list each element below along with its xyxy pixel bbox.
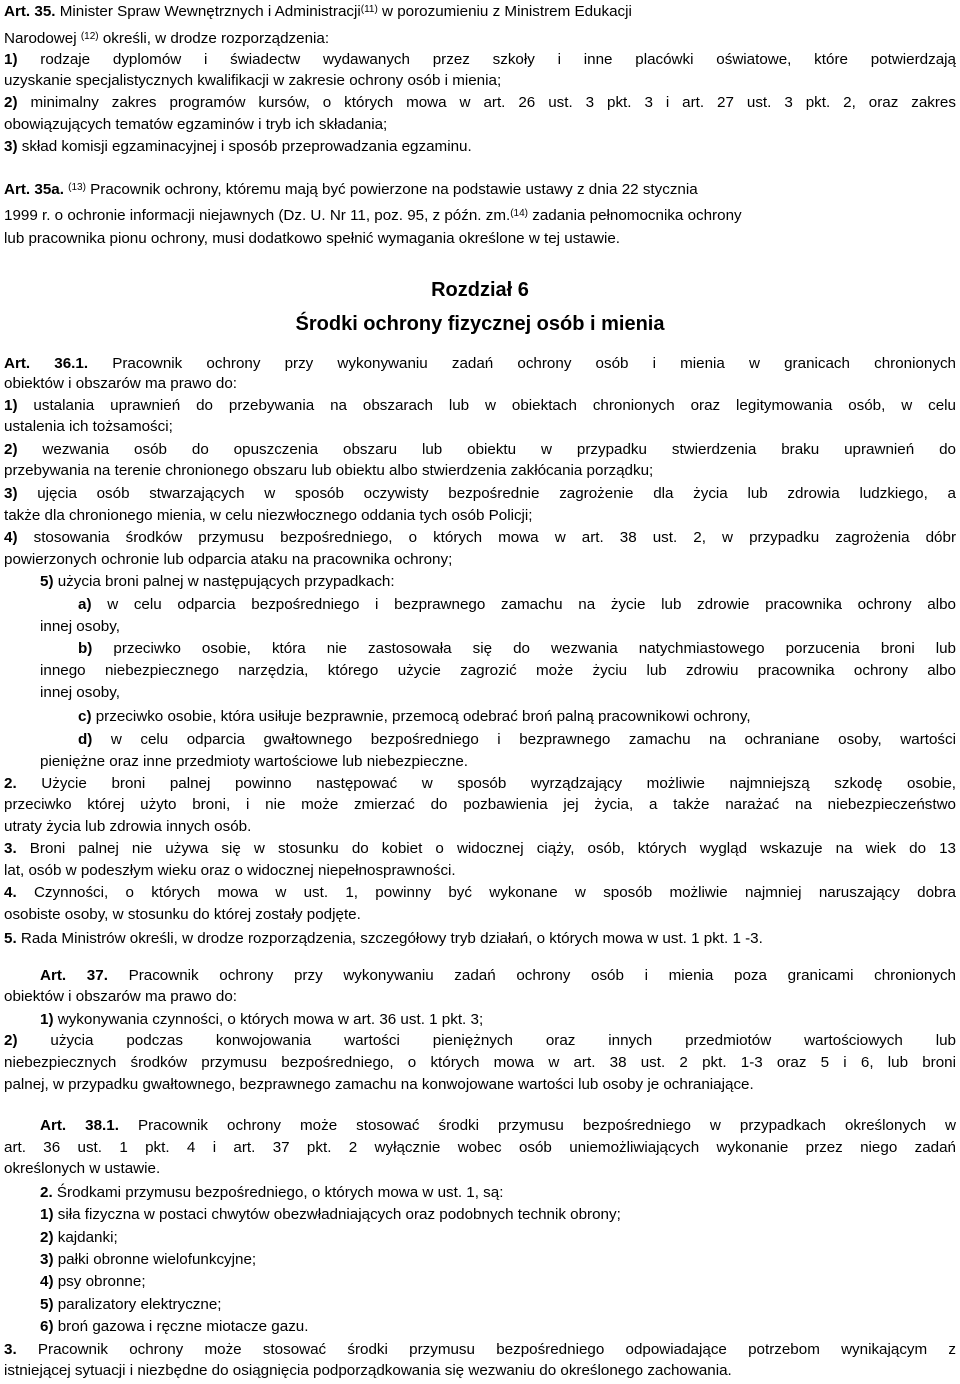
article-label: 4. [4,884,34,901]
text-span: Środkami przymusu bezpośredniego, o których mowa w ust. 1, są: [56,1184,504,1201]
text-line [4,861,456,880]
text-span: w celu odparcia bezpośredniego i bezprawnego zamachu na życie lub zdrowie pracownika ochrony albo [107,596,956,613]
article-label: Art. 37. [40,967,129,984]
text-line [78,595,956,614]
text-span: Pracownik ochrony, któremu mają być powierzone na podstawie ustawy z dnia 22 stycznia [85,181,698,198]
chapter-number: Rozdział 6 [431,279,529,301]
text-line [4,1075,754,1094]
article-label: 5. [4,930,21,947]
text-line [78,639,956,658]
text-line [4,1031,956,1050]
text-span: także dla chronionego mienia, w celu niezwłocznego oddania tych osób Policji; [4,507,533,524]
article-label: a) [78,596,108,613]
text-line [40,1183,503,1202]
text-line [4,528,956,547]
text-line [78,730,956,749]
text-line [4,2,632,23]
text-line [4,795,956,814]
text-span: art. 36 ust. 1 pkt. 4 i art. 37 pkt. 2 wyłącznie wobec osób uniemożliwiających wykonanie przez niego zadań [4,1139,956,1156]
text-span: 1999 r. o ochronie informacji niejawnych (Dz. U. Nr 11, poz. 95, z późn. zm. [4,207,511,224]
text-span: Pracownik ochrony przy wykonywaniu zadań ochrony osób i mienia poza granicami chronionych [128,967,956,984]
text-span: przeciwko osobie, która nie zastosowała się do wezwania natychmiastowego porzucenia broni lub [113,640,956,657]
text-span: innej osoby, [40,684,120,701]
text-span: Narodowej [4,30,81,47]
text-span: obiektów i obszarów ma prawo do: [4,988,237,1005]
text-span: obiektów i obszarów ma prawo do: [4,375,237,392]
text-line [4,229,620,248]
article-label: 1) [4,397,34,414]
article-label: 3) [40,1251,58,1268]
article-label: 2) [4,1032,51,1049]
text-span: pałki obronne wielofunkcyjne; [57,1251,257,1268]
text-line [40,1010,483,1029]
text-span: Broni palnej nie używa się w stosunku do kobiet o widocznej ciąży, osób, których wygląd wskazuje na wiek do 13 [29,840,956,857]
text-span: Minister Spraw Wewnętrznych i Administracji [59,3,361,20]
article-label: 3. [4,840,30,857]
text-line [40,1228,118,1247]
text-span: Użycie broni palnej powinno następować w sposób wyrządzający możliwie najmniejszą szkodę osobie, [41,775,956,792]
text-span: Rada Ministrów określi, w drodze rozporządzenia, szczegółowy tryb działań, o których mowa w ust. 1 pkt. 1 -3. [20,930,763,947]
text-span: ustalenia ich tożsamości; [4,418,173,435]
text-span: wezwania osób do opuszczenia obszaru lub obiektu w przypadku stwierdzenia braku uprawnień do [42,441,956,458]
text-line [4,115,387,134]
text-span: przeciwko osobie, która usiłuje bezprawnie, przemocą odebrać broń palną pracownikowi ochrony, [95,708,751,725]
text-line [4,1053,956,1072]
text-span: ustalania uprawnień do przebywania na obszarach lub w obiektach chronionych oraz legitymowania osób, w celu [33,397,956,414]
article-label: 2. [4,775,42,792]
text-span: pieniężne oraz inne przedmioty wartościowe lub niebezpieczne. [40,753,469,770]
text-span: użycia broni palnej w następujących przypadkach: [57,573,395,590]
text-line [4,905,361,924]
text-span: innego niebezpiecznego narzędzia, którego użycie zagrozić może życiu lub zdrowiu pracownika ochrony albo [40,662,956,679]
text-line [4,1138,956,1157]
text-line [4,29,329,50]
text-span: wykonywania czynności, o których mowa w art. 36 ust. 1 pkt. 3; [57,1011,484,1028]
article-label: 6) [40,1318,58,1335]
text-line [4,396,956,415]
text-line [4,839,956,858]
article-label: Art. 35. [4,3,60,20]
text-line [40,1116,956,1135]
text-line [4,1159,160,1178]
footnote-ref: (13) [68,182,86,193]
footnote-ref: (14) [510,208,528,219]
text-line [4,550,452,569]
text-span: ujęcia osób stwarzających w sposób oczywisty bezpośrednie zagrożenie dla życia lub zdrowia ludzkiego, a [37,485,956,502]
text-span: lub pracownika pionu ochrony, musi dodatkowo spełnić wymagania określone w tej ustawie. [4,230,620,247]
text-line [4,50,956,69]
text-span: innej osoby, [40,618,120,635]
article-label: 3) [4,485,38,502]
text-span: obowiązujących tematów egzaminów i tryb ich składania; [4,116,388,133]
text-line [4,440,956,459]
text-span: skład komisji egzaminacyjnej i sposób przeprowadzania egzaminu. [21,138,472,155]
text-line [4,71,501,90]
text-line [4,354,956,373]
text-span: paralizatory elektryczne; [57,1296,222,1313]
text-line [40,572,395,591]
text-span: użycia podczas konwojowania wartości pieniężnych oraz innych przedmiotów wartościowych lub [50,1032,956,1049]
text-span: w celu odparcia gwałtownego bezpośredniego i bezprawnego zamachu na ochraniane osoby, wartości [110,731,956,748]
text-line [4,506,533,525]
text-span: palnej, w przypadku gwałtownego, bezprawnego zamachu na konwojowane wartości lub osoby je ochraniające. [4,1076,754,1093]
text-line [4,417,173,436]
article-label: 1) [40,1206,58,1223]
article-label: Art. 38.1. [40,1117,138,1134]
text-span: psy obronne; [57,1273,146,1290]
text-line [4,93,956,112]
article-label: 2. [40,1184,57,1201]
text-line [40,661,956,680]
text-line [4,180,698,201]
text-line [40,966,956,985]
text-line [4,883,956,902]
text-span: kajdanki; [57,1229,118,1246]
text-line [4,929,763,948]
text-span: Pracownik ochrony może stosować środki przymusu bezpośredniego w przypadkach określonych w [137,1117,956,1134]
text-span: uzyskanie specjalistycznych kwalifikacji w zakresie ochrony osób i mienia; [4,72,502,89]
article-label: 4) [40,1273,58,1290]
article-label: b) [78,640,114,657]
chapter-title: Środki ochrony fizycznej osób i mienia [295,313,665,335]
text-span: określonych w ustawie. [4,1160,161,1177]
footnote-ref: (12) [80,31,99,42]
article-label: Art. 35a. [4,181,69,198]
text-line [4,774,956,793]
text-line [40,752,468,771]
text-line [40,1205,621,1224]
article-label: Art. 36.1. [4,355,113,372]
article-label: 3. [4,1341,38,1358]
text-span: niebezpiecznych środków przymusu bezpośredniego, o których mowa w art. 38 ust. 2 pkt. 1-3 oraz 5 i 6, lub broni [4,1054,956,1071]
text-span: określi, w drodze rozporządzenia: [98,30,330,47]
text-line [4,817,251,836]
text-span: istniejącej sytuacji i niezbędne do osiągnięcia podporządkowania się wezwaniu do określonego zachowania. [4,1362,732,1379]
text-line [4,206,742,227]
text-line [4,374,237,393]
text-span: w porozumieniu z Ministrem Edukacji [377,3,632,20]
article-label: 1) [4,51,41,68]
text-line [40,1317,308,1336]
text-line [40,683,120,702]
text-line [4,484,956,503]
text-span: lat, osób w podeszłym wieku oraz o widocznej niepełnosprawności. [4,862,456,879]
text-span: zadania pełnomocnika ochrony [528,207,742,224]
text-span: Czynności, o których mowa w ust. 1, powinny być wykonane w sposób możliwie najmniej naruszający dobra [33,884,957,901]
article-label: 2) [40,1229,58,1246]
article-label: d) [78,731,111,748]
text-line [4,1361,732,1380]
article-label: 5) [40,573,58,590]
text-span: stosowania środków przymusu bezpośredniego, o których mowa w art. 38 ust. 2, w przypadku zagrożenia dóbr [33,529,956,546]
text-span: Pracownik ochrony przy wykonywaniu zadań ochrony osób i mienia w granicach chronionych [112,355,956,372]
article-label: 2) [4,94,31,111]
text-line [40,617,120,636]
text-span: broń gazowa i ręczne miotacze gazu. [57,1318,309,1335]
text-span: rodzaje dyplomów i świadectw wydawanych przez szkoły i inne placówki oświatowe, które potwierdzają [40,51,956,68]
article-label: 2) [4,441,43,458]
text-line [4,987,237,1006]
text-span: utraty życia lub zdrowia innych osób. [4,818,252,835]
text-line [4,461,653,480]
text-span: minimalny zakres programów kursów, o których mowa w art. 26 ust. 3 pkt. 3 i art. 27 ust. 3 pkt. 2, oraz zakres [30,94,956,111]
article-label: 3) [4,138,22,155]
text-span: przebywania na terenie chronionego obszaru lub obiektu albo stwierdzenia zakłócania porządku; [4,462,654,479]
text-line [4,1340,956,1359]
text-span: powierzonych ochronie lub odparcia ataku na pracownika ochrony; [4,551,453,568]
article-label: 5) [40,1296,58,1313]
text-span: przeciwko której użyto broni, i nie może zmierzać do pozbawienia jej życia, a także narażać na niebezpieczeństwo [4,796,956,813]
text-span: osobiste osoby, w stosunku do której zostały podjęte. [4,906,361,923]
text-span: Pracownik ochrony może stosować środki przymusu bezpośredniego odpowiadające potrzebom wynikającym z [37,1341,956,1358]
text-line [40,1272,146,1291]
footnote-ref: (11) [360,4,378,15]
text-span: siła fizyczna w postaci chwytów obezwładniających oraz podobnych technik obrony; [57,1206,621,1223]
text-line [4,137,472,156]
text-line [40,1295,222,1314]
article-label: 4) [4,529,34,546]
article-label: c) [78,708,96,725]
article-label: 1) [40,1011,58,1028]
text-line [40,1250,256,1269]
text-line [78,707,751,726]
